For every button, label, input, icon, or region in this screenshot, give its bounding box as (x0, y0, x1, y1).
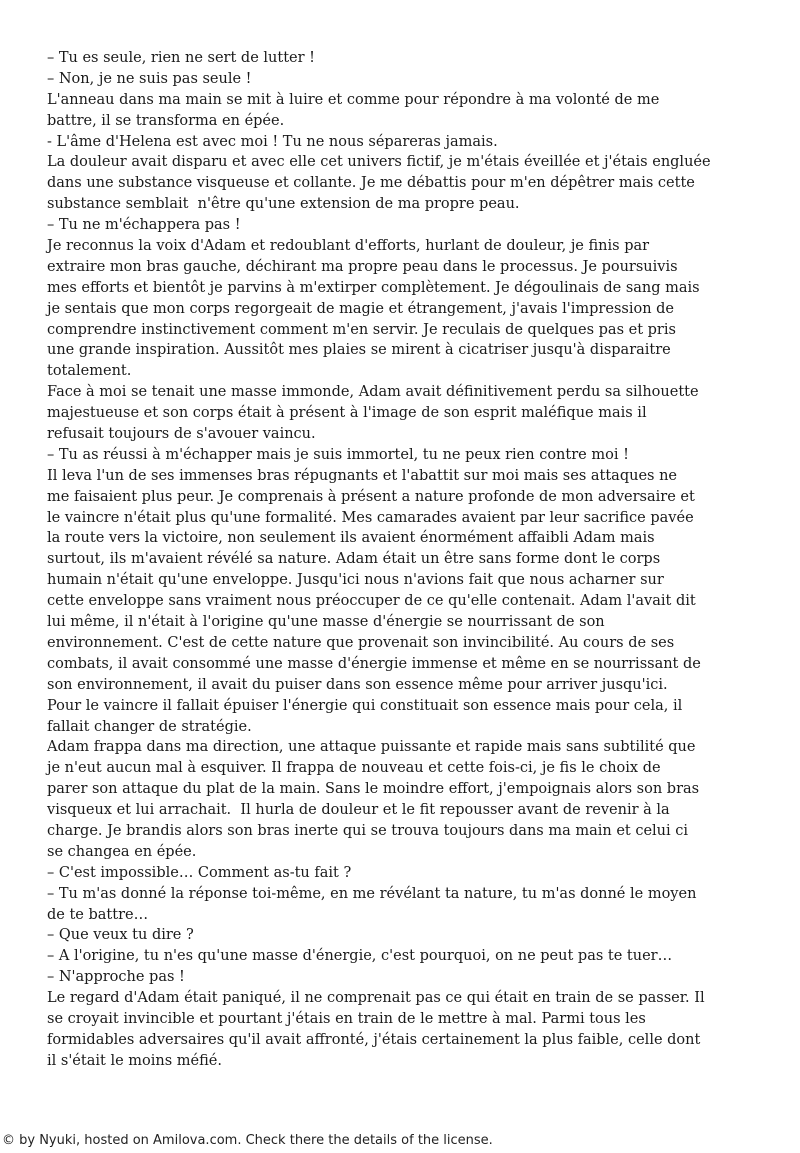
text-line: mes efforts et bientôt je parvins à m'extirper complètement. Je dégoulinais de sang mais (47, 279, 700, 296)
text-line: il s'était le moins méfié. (47, 1052, 222, 1069)
text-line: – Tu as réussi à m'échapper mais je suis immortel, tu ne peux rien contre moi ! (47, 446, 629, 463)
text-line: dans une substance visqueuse et collante. Je me débattis pour m'en dépêtrer mais cette (47, 175, 695, 192)
text-lines (47, 48, 755, 1072)
text-line: me faisaient plus peur. Je comprenais à présent a nature profonde de mon adversaire et (47, 488, 695, 505)
text-line: - L'âme d'Helena est avec moi ! Tu ne nous sépareras jamais. (47, 133, 498, 150)
text-line: la route vers la victoire, non seulement ils avaient énormément affaibli Adam mais (47, 530, 655, 547)
text-line: parer son attaque du plat de la main. Sans le moindre effort, j'empoignais alors son bras (47, 781, 700, 798)
text-line: son environnement, il avait du puiser dans son essence même pour arriver jusqu'ici. (47, 676, 668, 693)
license-footer: © by Nyuki, hosted on Amilova.com. Check there the details of the license. (2, 1133, 493, 1148)
text-line: Je reconnus la voix d'Adam et redoublant d'efforts, hurlant de douleur, je finis par (47, 238, 650, 255)
text-line: – Non, je ne suis pas seule ! (47, 70, 252, 87)
text-line: – Que veux tu dire ? (47, 927, 194, 944)
text-line: majestueuse et son corps était à présent à l'image de son esprit maléfique mais il (47, 405, 647, 422)
text-line: fallait changer de stratégie. (47, 718, 252, 735)
text-line: Pour le vaincre il fallait épuiser l'énergie qui constituait son essence mais pour cela, il (47, 697, 683, 714)
text-line: – C'est impossible… Comment as-tu fait ? (47, 864, 352, 881)
text-line: charge. Je brandis alors son bras inerte qui se trouva toujours dans ma main et celui ci (47, 822, 689, 839)
text-line: cette enveloppe sans vraiment nous préoccuper de ce qu'elle contenait. Adam l'avait dit (47, 593, 696, 610)
text-line: substance semblait n'être qu'une extension de ma propre peau. (47, 196, 520, 213)
text-line: je n'eut aucun mal à esquiver. Il frappa de nouveau et cette fois-ci, je fis le choix de (47, 760, 661, 777)
text-line: – Tu ne m'échappera pas ! (47, 217, 241, 234)
text-line: visqueux et lui arrachait. Il hurla de douleur et le fit repousser avant de revenir à la (47, 802, 670, 819)
text-line: – A l'origine, tu n'es qu'une masse d'énergie, c'est pourquoi, on ne peut pas te tuer… (47, 948, 673, 965)
text-line: La douleur avait disparu et avec elle cet univers fictif, je m'étais éveillée et j'étais engluée (47, 154, 711, 171)
text-line: surtout, ils m'avaient révélé sa nature. Adam était un être sans forme dont le corps (47, 551, 661, 568)
text-line: Face à moi se tenait une masse immonde, Adam avait définitivement perdu sa silhouette (47, 384, 699, 401)
text-line: battre, il se transforma en épée. (47, 112, 285, 129)
text-line: – Tu m'as donné la réponse toi-même, en me révélant ta nature, tu m'as donné le moyen (47, 885, 697, 902)
text-line: le vaincre n'était plus qu'une formalité. Mes camarades avaient par leur sacrifice pavée (47, 509, 694, 526)
text-line: totalement. (47, 363, 132, 380)
text-line: – Tu es seule, rien ne sert de lutter ! (47, 50, 315, 66)
text-line: refusait toujours de s'avouer vaincu. (47, 426, 316, 443)
text-line: Le regard d'Adam était paniqué, il ne comprenait pas ce qui était en train de se passer. Il (47, 990, 705, 1007)
text-line: une grande inspiration. Aussitôt mes plaies se mirent à cicatriser jusqu'à disparaitre (47, 342, 671, 359)
document-body (47, 48, 755, 1072)
text-line: Il leva l'un de ses immenses bras répugnants et l'abattit sur moi mais ses attaques ne (47, 467, 677, 484)
text-line: de te battre… (47, 906, 149, 923)
text-line: humain n'était qu'une enveloppe. Jusqu'ici nous n'avions fait que nous acharner sur (47, 572, 664, 589)
text-line: environnement. C'est de cette nature que provenait son invincibilité. Au cours de ses (47, 634, 675, 651)
text-line: lui même, il n'était à l'origine qu'une masse d'énergie se nourrissant de son (47, 614, 605, 631)
text-line: se changea en épée. (47, 843, 197, 860)
text-line: combats, il avait consommé une masse d'énergie immense et même en se nourrissant de (47, 655, 701, 672)
text-line: comprendre instinctivement comment m'en servir. Je reculais de quelques pas et pris (47, 321, 676, 338)
text-line: je sentais que mon corps regorgeait de magie et étrangement, j'avais l'impression de (47, 300, 675, 317)
text-line: extraire mon bras gauche, déchirant ma propre peau dans le processus. Je poursuivis (47, 258, 678, 275)
text-line: se croyait invincible et pourtant j'étais en train de le mettre à mal. Parmi tous les (47, 1010, 646, 1027)
text-line: L'anneau dans ma main se mit à luire et comme pour répondre à ma volonté de me (47, 91, 660, 108)
text-line: formidables adversaires qu'il avait affronté, j'étais certainement la plus faible, celle dont (47, 1031, 701, 1048)
text-line: Adam frappa dans ma direction, une attaque puissante et rapide mais sans subtilité que (47, 739, 696, 756)
text-line: – N'approche pas ! (47, 969, 185, 986)
